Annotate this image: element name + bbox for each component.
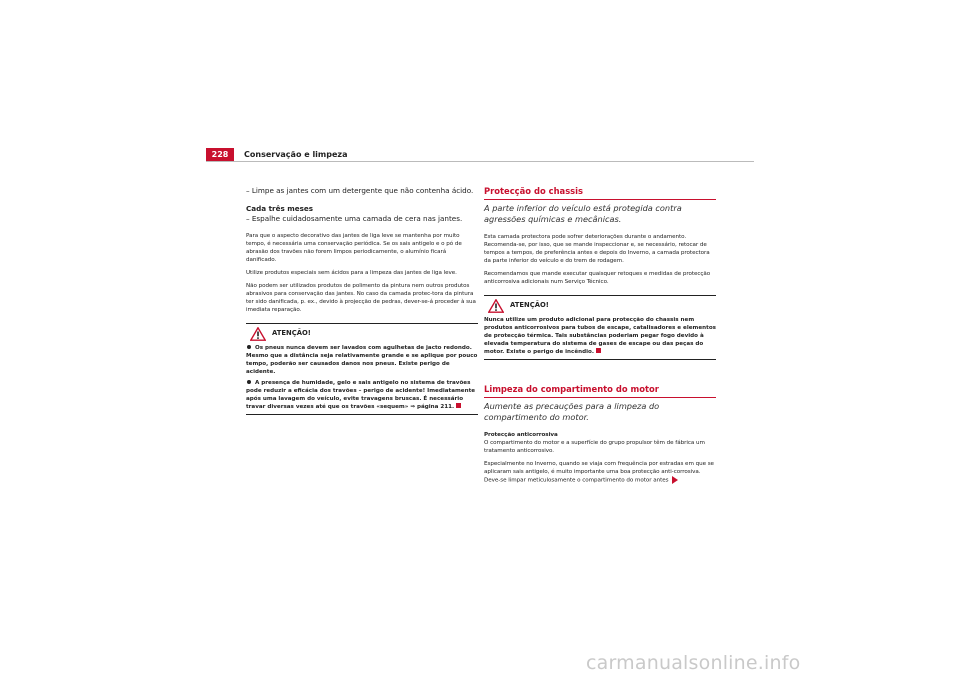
sub-heading-quarterly: Cada três meses (246, 204, 314, 213)
end-of-section-icon (456, 403, 461, 408)
paragraph-alloy-care: Para que o aspecto decorativo das jantes de liga leve se mantenha por muito tempo, é necessária uma conservação periódica. Se os sais antigelo e o pó de abrasão dos travões não forem limpos periodicamente, o alumínio ficará danificado. (246, 233, 462, 263)
warning-triangle-icon (250, 327, 266, 341)
instruction-clean-rims: – Limpe as jantes com um detergente que não contenha ácido. (246, 186, 474, 195)
warning-box-chassis (484, 295, 716, 360)
left-column (246, 186, 478, 415)
section-subtitle-chassis: A parte inferior do veículo está protegida contra agressões químicas e mecânicas. (484, 203, 682, 224)
section-title-engine: Limpeza do compartimento do motor (484, 384, 716, 398)
page-number: 228 (206, 148, 234, 161)
warning-bullet-1: Os pneus nunca devem ser lavados com agulhetas de jacto redondo. Mesmo que a distância seja relativamente grande e se aplique por pouco tempo, poderão ser causados danos nos pneus. Existe perigo de acidente. (246, 345, 478, 375)
chapter-title: Conservação e limpeza (244, 150, 348, 159)
end-of-section-icon (596, 348, 601, 353)
continue-arrow-icon (672, 476, 678, 484)
paragraph-acid-free: Utilize produtos especiais sem ácidos para a limpeza das jantes de liga leve. (246, 270, 457, 276)
paragraph-chassis-coating: Esta camada protectora pode sofrer deteriorações durante o andamento. Recomenda-se, por isso, que se mande inspeccionar e, se necessário, retocar de tempos a tempos, de preferência antes e depois do Inverno, a camada protectora da parte inferior do veículo e do trem de rodagem. (484, 234, 710, 264)
paragraph-no-polish: Não podem ser utilizados produtos de polimento da pintura nem outros produtos abrasivos para conservação das jantes. No caso da camada protec-tora da pintura ter sido danificada, p. ex., devido à projecção de pedras, dever-se-á proceder à sua imediata reparação. (246, 283, 476, 313)
warning-title: ATENÇÃO! (510, 301, 549, 309)
section-title-chassis: Protecção do chassis (484, 186, 716, 200)
warning-header (246, 327, 478, 341)
warning-bullet-2: A presença de humidade, gelo e sais antigelo no sistema de travões pode reduzir a eficácia dos travões – perigo de acidente! Imediatamente após uma lavagem do veículo, evite travagens bruscas. É necessário travar diversas vezes até que os travões «sequem» ⇒ página 211. (246, 380, 476, 410)
warning-title: ATENÇÃO! (272, 329, 311, 337)
warning-box-tyres (246, 323, 478, 415)
right-column (484, 186, 716, 485)
warning-triangle-icon (488, 299, 504, 313)
warning-text-chassis: Nunca utilize um produto adicional para protecção do chassis nem produtos anticorrosivos para tubos de escape, catalisadores e elementos de protecção térmica. Tais substâncias poderiam pegar fogo devido à elevada temperatura do sistema de gases de escape ou das peças do motor. Existe o perigo de incêndio. (484, 317, 716, 355)
bullet-icon (247, 345, 251, 349)
paragraph-engine-treatment: O compartimento do motor e a superfície do grupo propulsor têm de fábrica um tratamento anticorrosivo. (484, 440, 705, 454)
warning-header (484, 299, 716, 313)
page-header (206, 148, 754, 161)
paragraph-engine-winter: Especialmente no Inverno, quando se viaja com frequência por estradas em que se aplicaram sais antigelo, é muito importante uma boa protecção anti-corrosiva. Deve-se limpar meticulosamente o compartimento do motor antes (484, 461, 714, 484)
instruction-wax-rims: – Espalhe cuidadosamente uma camada de cera nas jantes. (246, 214, 463, 223)
header-divider (206, 161, 754, 162)
bullet-icon (247, 380, 251, 384)
section-subtitle-engine: Aumente as precauções para a limpeza do compartimento do motor. (484, 401, 660, 422)
watermark: carmanualsonline.info (586, 652, 801, 674)
paragraph-chassis-service: Recomendamos que mande executar quaisquer retoques e medidas de protecção anticorrosiva adicionais num Serviço Técnico. (484, 271, 711, 285)
sub-heading-corrosion: Protecção anticorrosiva (484, 432, 558, 438)
